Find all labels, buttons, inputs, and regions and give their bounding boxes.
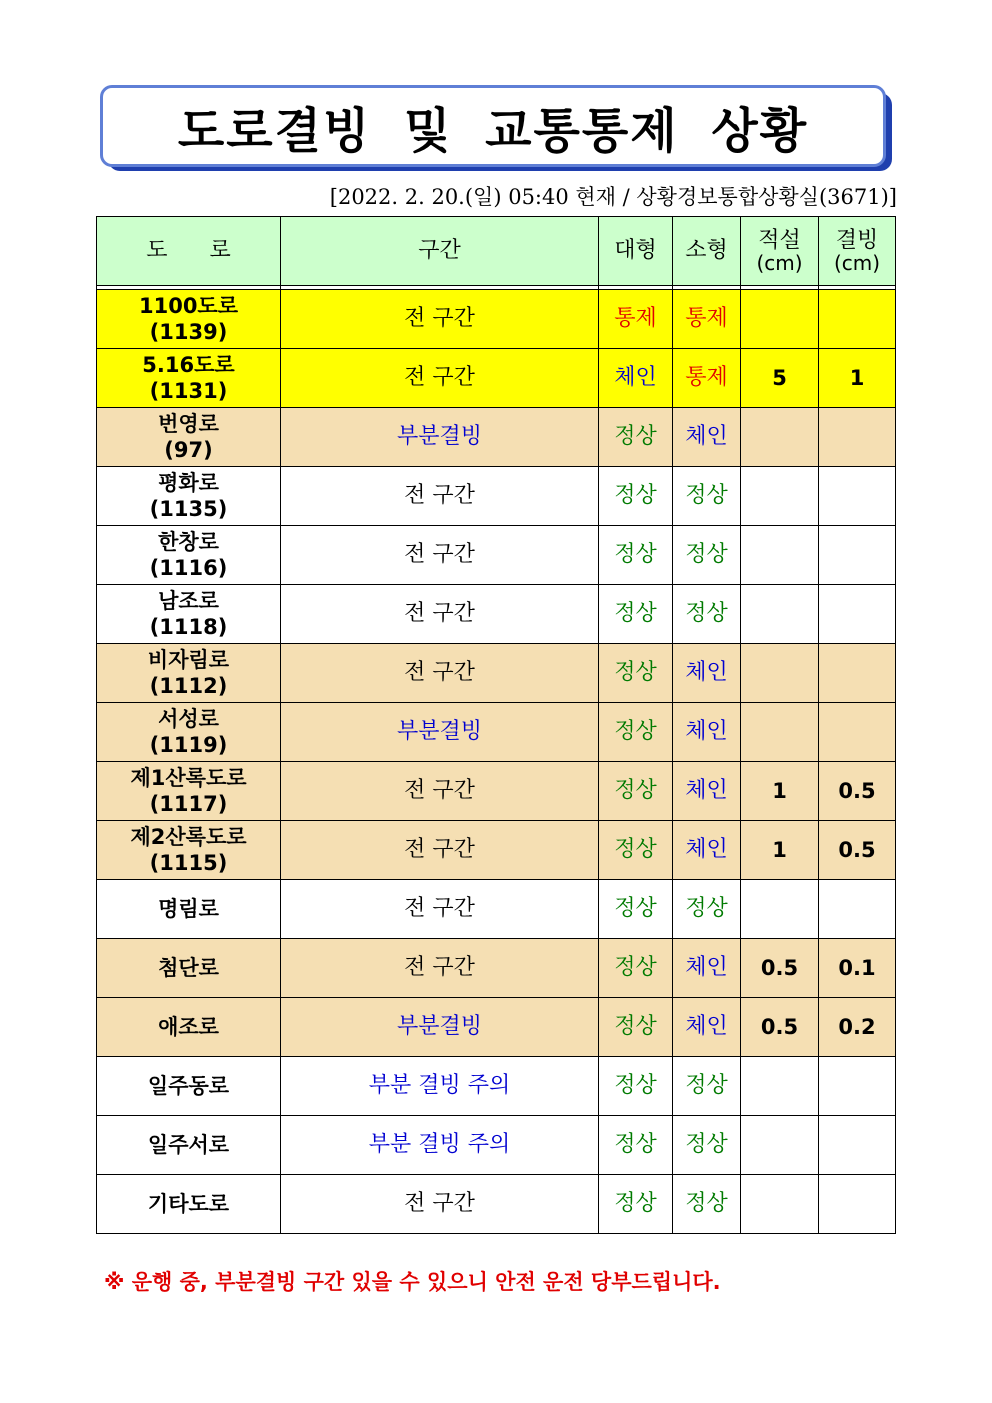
snow-depth-value: 0.5 [741, 939, 819, 998]
snow-depth-value [741, 703, 819, 762]
large-vehicle-status: 정상 [599, 585, 673, 644]
table-row [97, 1057, 896, 1116]
road-name-cell [97, 585, 281, 644]
large-vehicle-status: 정상 [599, 880, 673, 939]
large-vehicle-status: 통제 [599, 290, 673, 349]
section-cell: 전 구간 [281, 526, 599, 585]
ice-depth-value [819, 644, 896, 703]
small-vehicle-status: 체인 [673, 821, 741, 880]
table-row [97, 1175, 896, 1234]
road-code: (1139) [149, 320, 228, 344]
title-banner [100, 85, 886, 165]
header-section: 구간 [281, 217, 599, 286]
header-ice-depth: 결빙 (cm) [819, 217, 896, 286]
section-cell: 전 구간 [281, 762, 599, 821]
road-name-cell [97, 1116, 281, 1175]
road-name-cell [97, 1057, 281, 1116]
ice-depth-value [819, 1057, 896, 1116]
small-vehicle-status: 정상 [673, 1116, 741, 1175]
table-row [97, 703, 896, 762]
table-row [97, 408, 896, 467]
large-vehicle-status: 정상 [599, 939, 673, 998]
road-name: 5.16도로 [142, 353, 235, 377]
road-code: (1117) [149, 792, 228, 816]
small-vehicle-status: 정상 [673, 585, 741, 644]
snow-depth-value [741, 585, 819, 644]
header-small-vehicle: 소형 [673, 217, 741, 286]
road-status-table [96, 216, 896, 1234]
table-row [97, 1116, 896, 1175]
road-name-cell [97, 762, 281, 821]
report-timestamp: [2022. 2. 20.(일) 05:40 현재 / 상황경보통합상황실(3671)] [329, 185, 897, 209]
ice-depth-value [819, 585, 896, 644]
road-name-cell [97, 1175, 281, 1234]
small-vehicle-status: 체인 [673, 644, 741, 703]
road-name: 한창로 [158, 530, 219, 554]
road-name: 명림로 [158, 897, 219, 921]
table-row [97, 880, 896, 939]
footnote: ※ 운행 중, 부분결빙 구간 있을 수 있으니 안전 운전 당부드립니다. [104, 1270, 721, 1294]
large-vehicle-status: 정상 [599, 821, 673, 880]
header-row [97, 217, 896, 286]
section-cell: 부분 결빙 주의 [281, 1057, 599, 1116]
road-name-cell [97, 526, 281, 585]
snow-depth-value [741, 644, 819, 703]
table-row [97, 939, 896, 998]
road-name: 남조로 [158, 589, 219, 613]
table-row [97, 349, 896, 408]
road-name: 서성로 [158, 707, 219, 731]
small-vehicle-status: 정상 [673, 526, 741, 585]
section-cell: 전 구간 [281, 821, 599, 880]
header-snow-depth: 적설 (cm) [741, 217, 819, 286]
large-vehicle-status: 정상 [599, 644, 673, 703]
snow-depth-value [741, 290, 819, 349]
table-row [97, 998, 896, 1057]
road-name: 일주서로 [147, 1133, 230, 1157]
small-vehicle-status: 정상 [673, 1057, 741, 1116]
large-vehicle-status: 체인 [599, 349, 673, 408]
road-code: (97) [164, 438, 213, 462]
ice-depth-value [819, 880, 896, 939]
large-vehicle-status: 정상 [599, 408, 673, 467]
large-vehicle-status: 정상 [599, 998, 673, 1057]
road-name-cell [97, 703, 281, 762]
road-name: 제2산록도로 [130, 825, 247, 849]
large-vehicle-status: 정상 [599, 467, 673, 526]
ice-depth-value [819, 290, 896, 349]
table-row [97, 821, 896, 880]
small-vehicle-status: 정상 [673, 467, 741, 526]
road-name-cell [97, 821, 281, 880]
table-row [97, 526, 896, 585]
road-name-cell [97, 880, 281, 939]
road-name-cell [97, 467, 281, 526]
header-road: 도 로 [97, 217, 281, 286]
ice-depth-value [819, 703, 896, 762]
snow-depth-value: 1 [741, 821, 819, 880]
road-name-cell [97, 290, 281, 349]
road-name: 일주동로 [147, 1074, 230, 1098]
snow-depth-value [741, 880, 819, 939]
ice-depth-value [819, 1116, 896, 1175]
road-name-cell [97, 349, 281, 408]
small-vehicle-status: 체인 [673, 939, 741, 998]
ice-depth-value: 0.2 [819, 998, 896, 1057]
small-vehicle-status: 체인 [673, 408, 741, 467]
road-code: (1135) [149, 497, 228, 521]
small-vehicle-status: 체인 [673, 703, 741, 762]
small-vehicle-status: 체인 [673, 762, 741, 821]
page-title: 도로결빙 및 교통통제 상황 [177, 102, 809, 159]
small-vehicle-status: 통제 [673, 290, 741, 349]
snow-depth-value [741, 408, 819, 467]
title-box [100, 85, 886, 167]
road-name-cell [97, 939, 281, 998]
road-code: (1118) [149, 615, 228, 639]
section-cell: 부분결빙 [281, 408, 599, 467]
snow-depth-value [741, 1116, 819, 1175]
road-name: 비자림로 [147, 648, 230, 672]
large-vehicle-status: 정상 [599, 1116, 673, 1175]
section-cell: 전 구간 [281, 644, 599, 703]
snow-depth-value: 1 [741, 762, 819, 821]
ice-depth-value: 0.5 [819, 821, 896, 880]
snow-depth-value [741, 1057, 819, 1116]
header-large-vehicle: 대형 [599, 217, 673, 286]
road-code: (1115) [149, 851, 228, 875]
small-vehicle-status: 통제 [673, 349, 741, 408]
road-name: 1100도로 [138, 294, 239, 318]
road-name: 번영로 [158, 412, 219, 436]
snow-depth-value [741, 1175, 819, 1234]
table-row [97, 644, 896, 703]
ice-depth-value: 1 [819, 349, 896, 408]
road-code: (1116) [149, 556, 228, 580]
small-vehicle-status: 정상 [673, 1175, 741, 1234]
table-row [97, 585, 896, 644]
small-vehicle-status: 정상 [673, 880, 741, 939]
section-cell: 부분결빙 [281, 998, 599, 1057]
snow-depth-value: 5 [741, 349, 819, 408]
section-cell: 부분 결빙 주의 [281, 1116, 599, 1175]
snow-depth-value [741, 526, 819, 585]
snow-depth-value [741, 467, 819, 526]
section-cell: 전 구간 [281, 467, 599, 526]
road-name-cell [97, 998, 281, 1057]
large-vehicle-status: 정상 [599, 526, 673, 585]
road-name: 첨단로 [158, 956, 219, 980]
section-cell: 전 구간 [281, 880, 599, 939]
ice-depth-value [819, 1175, 896, 1234]
ice-depth-value: 0.5 [819, 762, 896, 821]
road-code: (1112) [149, 674, 228, 698]
road-name: 제1산록도로 [130, 766, 247, 790]
table-body [97, 290, 896, 1234]
road-name: 애조로 [158, 1015, 219, 1039]
ice-depth-value [819, 408, 896, 467]
ice-depth-value [819, 526, 896, 585]
table-row [97, 290, 896, 349]
road-name: 평화로 [158, 471, 219, 495]
road-name: 기타도로 [147, 1192, 230, 1216]
large-vehicle-status: 정상 [599, 703, 673, 762]
ice-depth-value: 0.1 [819, 939, 896, 998]
section-cell: 전 구간 [281, 585, 599, 644]
large-vehicle-status: 정상 [599, 1057, 673, 1116]
road-name-cell [97, 408, 281, 467]
ice-depth-value [819, 467, 896, 526]
section-cell: 전 구간 [281, 939, 599, 998]
road-name-cell [97, 644, 281, 703]
road-code: (1119) [149, 733, 228, 757]
table-row [97, 467, 896, 526]
small-vehicle-status: 체인 [673, 998, 741, 1057]
road-code: (1131) [149, 379, 228, 403]
large-vehicle-status: 정상 [599, 762, 673, 821]
section-cell: 전 구간 [281, 290, 599, 349]
section-cell: 전 구간 [281, 1175, 599, 1234]
table-row [97, 762, 896, 821]
section-cell: 부분결빙 [281, 703, 599, 762]
snow-depth-value: 0.5 [741, 998, 819, 1057]
section-cell: 전 구간 [281, 349, 599, 408]
large-vehicle-status: 정상 [599, 1175, 673, 1234]
